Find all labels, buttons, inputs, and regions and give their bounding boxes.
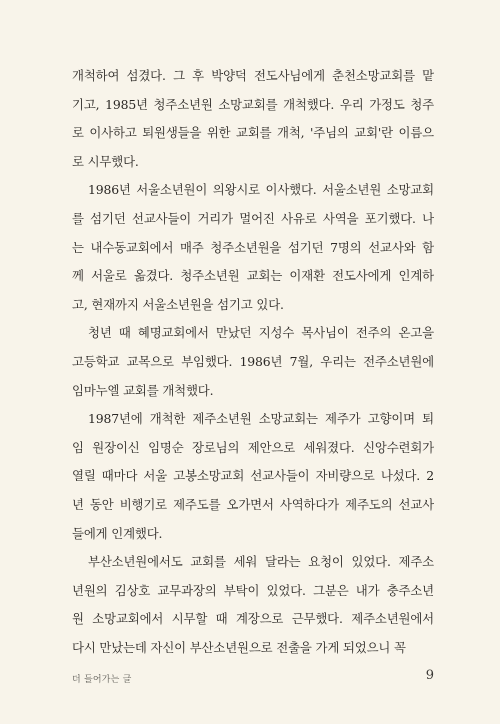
text-line: 원 소망교회에서 시무할 때 계장으로 근무했다. 제주소년원에서 bbox=[72, 611, 434, 627]
text-line: 로 이사하고 퇴원생들을 위한 교회를 개척, '주님의 교회'란 이름으 bbox=[72, 125, 434, 141]
text-line: 들에게 인계했다. bbox=[72, 525, 163, 541]
text-line: 년원의 김상호 교무과장의 부탁이 있었다. 그분은 내가 충주소년 bbox=[72, 582, 434, 598]
paragraph bbox=[72, 62, 434, 176]
text-line: 년 동안 비행기로 제주도를 오가면서 사역하다가 제주도의 선교사 bbox=[72, 496, 434, 512]
text-line: 고, 현재까지 서울소년원을 섬기고 있다. bbox=[72, 296, 284, 312]
page-number: 9 bbox=[425, 668, 434, 683]
text-line: 열릴 때마다 서울 고봉소망교회 선교사들이 자비량으로 나섰다. 2 bbox=[72, 468, 434, 484]
paragraph bbox=[72, 176, 434, 319]
text-line: 개척하여 섬겼다. 그 후 박양덕 전도사님에게 춘천소망교회를 맡 bbox=[72, 68, 434, 83]
body-text bbox=[72, 62, 434, 662]
text-line: 고등학교 교목으로 부임했다. 1986년 7월, 우리는 전주소년원에 bbox=[72, 353, 434, 369]
text-line: 는 내수동교회에서 매주 청주소년원을 섬기던 7명의 선교사와 함 bbox=[72, 239, 434, 255]
text-line: 임 원장이신 임명순 장로님의 제안으로 세워졌다. 신앙수련회가 bbox=[72, 439, 434, 455]
text-line: 1986년 서울소년원이 의왕시로 이사했다. 서울소년원 소망교회 bbox=[88, 182, 434, 198]
text-line: 기고, 1985년 청주소년원 소망교회를 개척했다. 우리 가정도 청주 bbox=[72, 96, 434, 112]
paragraph bbox=[72, 405, 434, 548]
text-line: 임마누엘 교회를 개척했다. bbox=[72, 382, 214, 398]
text-line: 부산소년원에서도 교회를 세워 달라는 요청이 있었다. 제주소 bbox=[88, 554, 434, 570]
text-line: 를 섬기던 선교사들이 거리가 멀어진 사유로 사역을 포기했다. 나 bbox=[72, 210, 434, 226]
paragraph bbox=[72, 319, 434, 405]
text-line: 1987년에 개척한 제주소년원 소망교회는 제주가 고향이며 퇴 bbox=[88, 411, 434, 427]
text-line: 로 시무했다. bbox=[72, 153, 139, 169]
paragraph bbox=[72, 548, 434, 662]
text-line: 다시 만났는데 자신이 부산소년원으로 전출을 가게 되었으니 꼭 bbox=[72, 639, 406, 655]
text-line: 께 서울로 옮겼다. 청주소년원 교회는 이재환 전도사에게 인계하 bbox=[72, 268, 434, 284]
running-footer-title: 더 들어가는 글 bbox=[72, 675, 132, 685]
text-line: 청년 때 혜명교회에서 만났던 지성수 목사님이 전주의 온고을 bbox=[88, 325, 434, 341]
